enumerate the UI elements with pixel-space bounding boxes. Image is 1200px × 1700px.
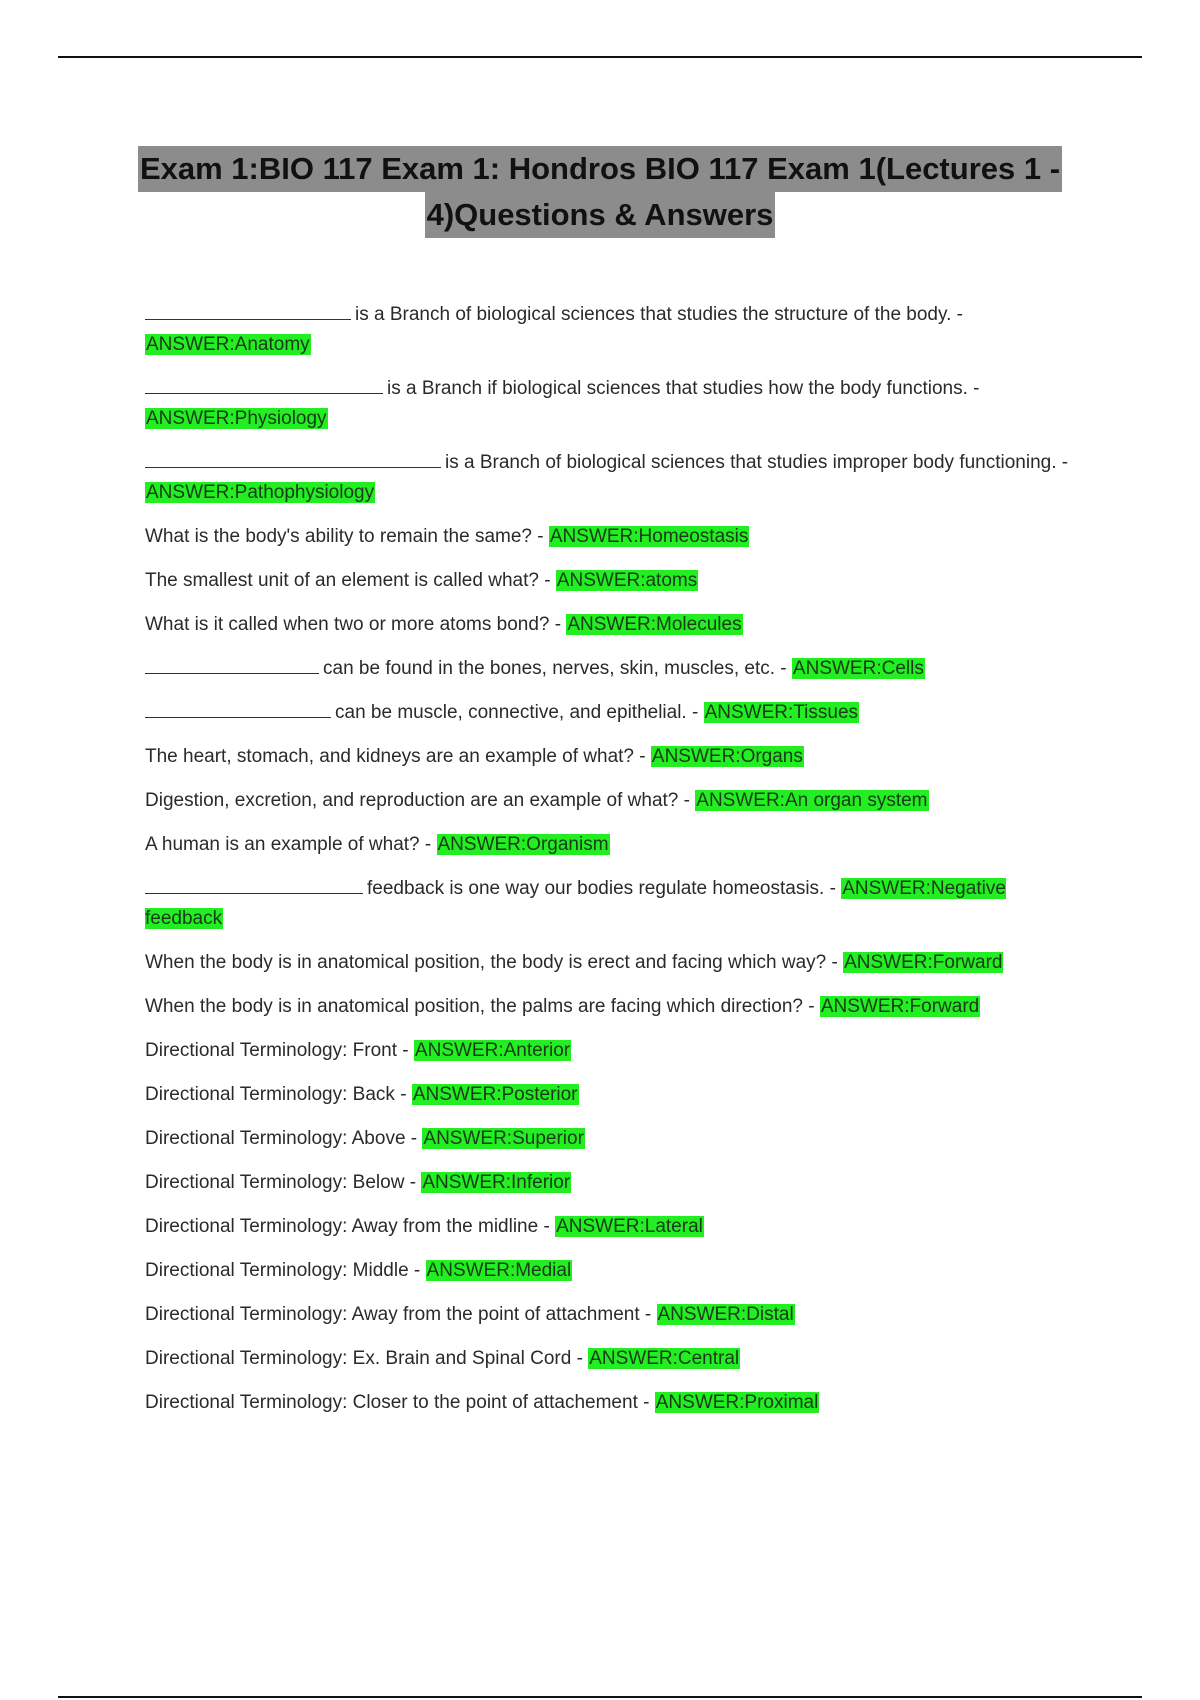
question-text: What is it called when two or more atoms bond? -	[145, 614, 562, 635]
question-text: When the body is in anatomical position, the body is erect and facing which way? -	[145, 952, 838, 973]
qa-item	[145, 566, 1075, 596]
question-text: Directional Terminology: Above -	[145, 1128, 418, 1149]
fill-in-blank	[145, 699, 331, 718]
qa-item	[145, 1256, 1075, 1286]
answer-highlight: ANSWER:Central	[589, 1348, 740, 1369]
qa-item	[145, 874, 1075, 934]
qa-item	[145, 374, 1075, 434]
answer-highlight: ANSWER:Pathophysiology	[146, 482, 375, 503]
answer-highlight: ANSWER:Proximal	[655, 1392, 819, 1413]
question-text: Directional Terminology: Ex. Brain and Spinal Cord -	[145, 1348, 583, 1369]
fill-in-blank	[145, 655, 319, 674]
qa-item	[145, 1036, 1075, 1066]
answer-highlight: ANSWER:An organ system	[696, 790, 928, 811]
qa-item	[145, 1124, 1075, 1154]
question-text: can be found in the bones, nerves, skin, muscles, etc. -	[323, 658, 787, 679]
question-text: can be muscle, connective, and epithelial. -	[335, 702, 699, 723]
answer-highlight: ANSWER:Superior	[423, 1128, 584, 1149]
answer-highlight: ANSWER:Inferior	[422, 1172, 571, 1193]
fill-in-blank	[145, 301, 351, 320]
answer-highlight: ANSWER:atoms	[556, 570, 698, 591]
qa-item	[145, 948, 1075, 978]
fill-in-blank	[145, 875, 363, 894]
answer-highlight: ANSWER:Cells	[792, 658, 924, 679]
qa-item	[145, 448, 1075, 508]
qa-item	[145, 654, 1075, 684]
qa-item	[145, 1212, 1075, 1242]
header-rule	[58, 56, 1142, 58]
question-text: Digestion, excretion, and reproduction are an example of what? -	[145, 790, 690, 811]
answer-highlight: ANSWER:Posterior	[412, 1084, 578, 1105]
answer-highlight: ANSWER:Distal	[657, 1304, 794, 1325]
question-text: Directional Terminology: Back -	[145, 1084, 407, 1105]
question-text: is a Branch of biological sciences that studies the structure of the body. -	[355, 304, 963, 325]
document-title	[100, 146, 1100, 238]
question-text: Directional Terminology: Front -	[145, 1040, 409, 1061]
question-text: When the body is in anatomical position, the palms are facing which direction? -	[145, 996, 815, 1017]
qa-item	[145, 1300, 1075, 1330]
answer-highlight: ANSWER:Anatomy	[146, 334, 310, 355]
footer-rule	[58, 1696, 1142, 1698]
answer-highlight: ANSWER:Medial	[426, 1260, 572, 1281]
answer-highlight: ANSWER:Forward	[820, 996, 980, 1017]
title-line-1: Exam 1:BIO 117 Exam 1: Hondros BIO 117 Exam 1(Lectures 1 -	[138, 146, 1062, 192]
answer-highlight: ANSWER:Molecules	[567, 614, 742, 635]
question-text: A human is an example of what? -	[145, 834, 432, 855]
fill-in-blank	[145, 375, 383, 394]
qa-item	[145, 300, 1075, 360]
answer-highlight: ANSWER:Organs	[651, 746, 803, 767]
question-answer-list	[145, 300, 1075, 1432]
qa-item	[145, 610, 1075, 640]
qa-item	[145, 786, 1075, 816]
qa-item	[145, 1080, 1075, 1110]
answer-highlight: ANSWER:Forward	[844, 952, 1003, 973]
answer-highlight: ANSWER:Physiology	[146, 408, 327, 429]
question-text: Directional Terminology: Away from the point of attachment -	[145, 1304, 652, 1325]
question-text: is a Branch if biological sciences that studies how the body functions. -	[387, 378, 980, 399]
answer-highlight: ANSWER:Lateral	[556, 1216, 703, 1237]
qa-item	[145, 742, 1075, 772]
answer-highlight: ANSWER:Organism	[437, 834, 609, 855]
title-line-2: 4)Questions & Answers	[425, 192, 776, 238]
answer-highlight: ANSWER:Anterior	[414, 1040, 571, 1061]
question-text: Directional Terminology: Away from the midline -	[145, 1216, 550, 1237]
qa-item	[145, 698, 1075, 728]
qa-item	[145, 1344, 1075, 1374]
qa-item	[145, 992, 1075, 1022]
qa-item	[145, 522, 1075, 552]
answer-highlight: ANSWER:Homeostasis	[549, 526, 749, 547]
question-text: The heart, stomach, and kidneys are an example of what? -	[145, 746, 646, 767]
question-text: feedback is one way our bodies regulate homeostasis. -	[367, 878, 836, 899]
question-text: What is the body's ability to remain the same? -	[145, 526, 544, 547]
question-text: Directional Terminology: Middle -	[145, 1260, 421, 1281]
answer-highlight: ANSWER:Tissues	[704, 702, 859, 723]
qa-item	[145, 830, 1075, 860]
question-text: Directional Terminology: Below -	[145, 1172, 417, 1193]
answer-highlight: ANSWER:Negative feedback	[145, 878, 1006, 929]
qa-item	[145, 1388, 1075, 1418]
question-text: Directional Terminology: Closer to the point of attachement -	[145, 1392, 650, 1413]
question-text: is a Branch of biological sciences that studies improper body functioning. -	[445, 452, 1069, 473]
question-text: The smallest unit of an element is called what? -	[145, 570, 551, 591]
fill-in-blank	[145, 449, 441, 468]
qa-item	[145, 1168, 1075, 1198]
